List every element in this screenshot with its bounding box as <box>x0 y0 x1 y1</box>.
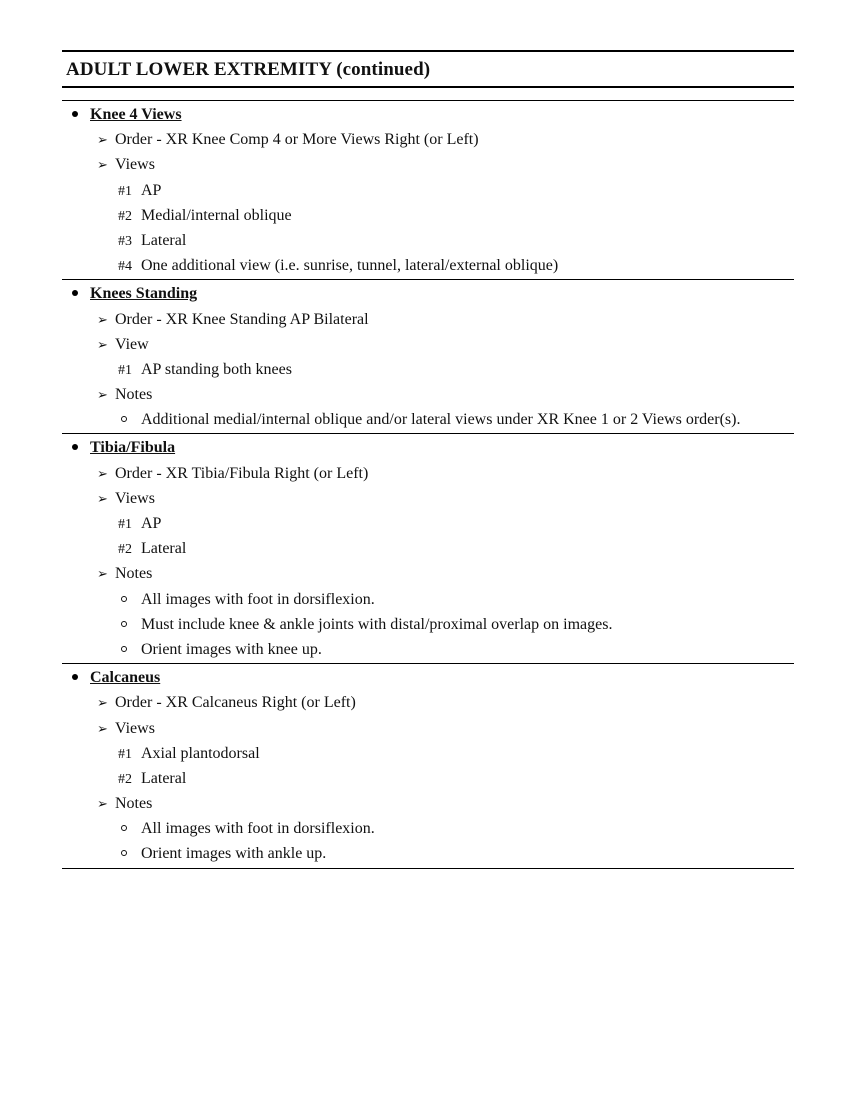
item-text: Notes <box>115 565 153 583</box>
item-text: AP standing both knees <box>141 360 292 378</box>
list-item <box>62 382 794 407</box>
numbered-item <box>62 178 794 203</box>
arrow-bullet-icon: ➢ <box>97 132 108 148</box>
list-item <box>62 152 794 177</box>
item-text: Must include knee & ankle joints with distal/proximal overlap on images. <box>141 615 613 633</box>
section <box>62 664 794 868</box>
item-number: #2 <box>118 208 132 224</box>
note-item <box>62 841 794 866</box>
list-item <box>62 791 794 816</box>
arrow-bullet-icon: ➢ <box>97 311 108 327</box>
item-text: Order - XR Knee Comp 4 or More Views Right (or Left) <box>115 131 479 149</box>
list-item <box>62 561 794 586</box>
section-title-text: Calcaneus <box>90 669 161 687</box>
numbered-item <box>62 511 794 536</box>
page-title: ADULT LOWER EXTREMITY (continued) <box>66 59 431 80</box>
item-text: Notes <box>115 386 153 404</box>
item-text: Orient images with knee up. <box>141 640 322 658</box>
item-text: AP <box>141 181 162 199</box>
document-page <box>62 50 794 869</box>
section <box>62 434 794 663</box>
item-text: Medial/internal oblique <box>141 206 292 224</box>
item-text: One additional view (i.e. sunrise, tunnel, lateral/external oblique) <box>141 257 559 275</box>
section-title-text: Tibia/Fibula <box>90 439 176 457</box>
arrow-bullet-icon: ➢ <box>97 796 108 812</box>
item-number: #2 <box>118 771 132 787</box>
bullet-icon <box>72 290 78 296</box>
arrow-bullet-icon: ➢ <box>97 387 108 403</box>
item-text: Order - XR Knee Standing AP Bilateral <box>115 310 369 328</box>
item-number: #3 <box>118 233 132 249</box>
numbered-item <box>62 357 794 382</box>
item-text: Orient images with ankle up. <box>141 845 327 863</box>
bullet-icon <box>72 111 78 117</box>
circle-bullet-icon <box>121 825 127 831</box>
numbered-item <box>62 741 794 766</box>
circle-bullet-icon <box>121 416 127 422</box>
bullet-icon <box>72 674 78 680</box>
item-text: Order - XR Calcaneus Right (or Left) <box>115 694 356 712</box>
list-item <box>62 461 794 486</box>
item-text: All images with foot in dorsiflexion. <box>141 590 375 608</box>
item-text: Order - XR Tibia/Fibula Right (or Left) <box>115 464 369 482</box>
item-text: All images with foot in dorsiflexion. <box>141 820 375 838</box>
item-text: Views <box>115 489 155 507</box>
item-text: Axial plantodorsal <box>141 744 260 762</box>
numbered-item <box>62 766 794 791</box>
item-number: #1 <box>118 517 132 532</box>
numbered-item <box>62 536 794 561</box>
note-item <box>62 612 794 637</box>
section-title-text: Knees Standing <box>90 285 198 303</box>
bottom-rule <box>62 868 794 869</box>
item-text: Lateral <box>141 231 187 249</box>
arrow-bullet-icon: ➢ <box>97 336 108 352</box>
item-number: #1 <box>118 183 132 199</box>
item-text: Views <box>115 719 155 737</box>
numbered-item <box>62 253 794 278</box>
arrow-bullet-icon: ➢ <box>97 695 108 711</box>
arrow-bullet-icon: ➢ <box>97 157 108 173</box>
item-number: #1 <box>118 362 132 378</box>
section-title-text: Knee 4 Views <box>90 106 182 123</box>
arrow-bullet-icon: ➢ <box>97 490 108 506</box>
arrow-bullet-icon: ➢ <box>97 720 108 736</box>
circle-bullet-icon <box>121 596 127 602</box>
item-text: View <box>115 335 149 353</box>
numbered-item <box>62 228 794 253</box>
list-item <box>62 127 794 152</box>
item-text: Views <box>115 156 155 174</box>
section-title <box>62 281 794 306</box>
list-item <box>62 690 794 715</box>
circle-bullet-icon <box>121 621 127 627</box>
note-item <box>62 587 794 612</box>
item-text: Lateral <box>141 769 187 787</box>
section-title <box>62 665 794 690</box>
arrow-bullet-icon: ➢ <box>97 465 108 481</box>
item-number: #4 <box>118 259 132 275</box>
note-item <box>62 816 794 841</box>
list-item <box>62 486 794 511</box>
list-item <box>62 307 794 332</box>
item-number: #1 <box>118 746 132 762</box>
section <box>62 280 794 433</box>
list-item <box>62 332 794 357</box>
circle-bullet-icon <box>121 850 127 856</box>
note-item <box>62 637 794 662</box>
arrow-bullet-icon: ➢ <box>97 566 108 582</box>
numbered-item <box>62 203 794 228</box>
section <box>62 101 794 279</box>
item-number: #2 <box>118 542 132 558</box>
section-title <box>62 102 794 127</box>
item-text: AP <box>141 515 162 532</box>
sections-container <box>62 100 794 869</box>
item-text: Lateral <box>141 540 187 558</box>
section-title <box>62 435 794 460</box>
item-text: Notes <box>115 795 153 813</box>
item-text: Additional medial/internal oblique and/or lateral views under XR Knee 1 or 2 Views order(s). <box>141 411 741 429</box>
circle-bullet-icon <box>121 646 127 652</box>
note-item <box>62 407 794 432</box>
bullet-icon <box>72 444 78 450</box>
list-item <box>62 716 794 741</box>
